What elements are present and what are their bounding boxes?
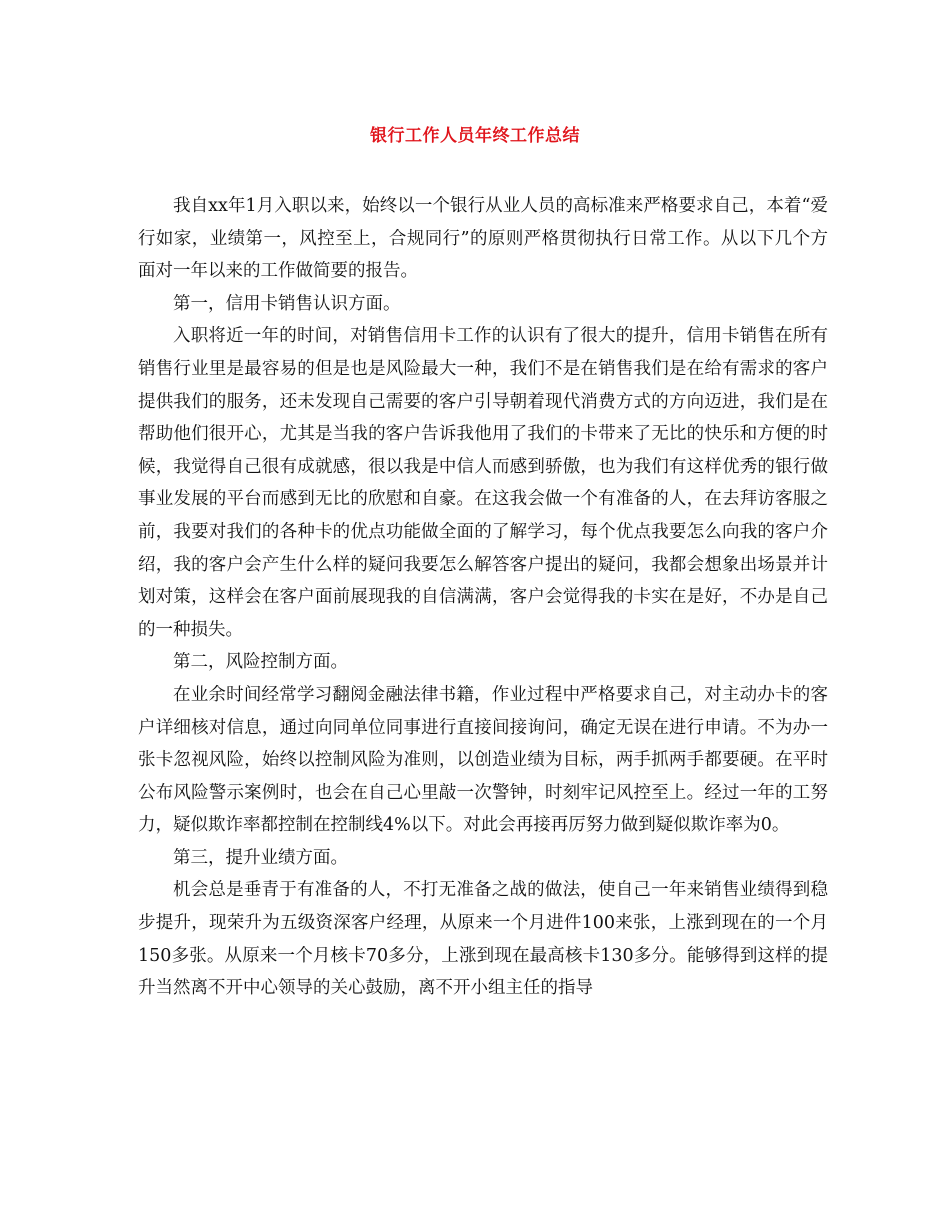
section-heading-credit-card-sales: 第一，信用卡销售认识方面。: [173, 293, 401, 314]
document-title: 银行工作人员年终工作总结: [370, 126, 580, 146]
paragraph-risk-control: 在业余时间经常学习翻阅金融法律书籍，作业过程中严格要求自己，对主动办卡的客户详细核对信息，通过向同单位同事进行直接间接询问，确定无误在进行申请。不为办一张卡忽视风险，始终以控制风险为准则，以创造业绩为目标，两手抓两手都要硬。在平时公布风险警示案例时，也会在自己心里敲一次警钟，时刻牢记风控至上。经过一年的工努力，疑似欺诈率都控制在控制线4%以下。对此会再接再厉努力做到疑似欺诈率为0。: [138, 684, 828, 836]
section-heading-risk-control: 第二，风险控制方面。: [173, 652, 348, 673]
section-heading-performance: 第三，提升业绩方面。: [173, 847, 348, 868]
paragraph-performance: 机会总是垂青于有准备的人，不打无准备之战的做法，使自己一年来销售业绩得到稳步提升，现荣升为五级资深客户经理，从原来一个月进件100来张，上涨到现在的一个月150多张。从原来一个月核卡70多分，上涨到现在最高核卡130多分。能够得到这样的提升当然离不开中心领导的关心鼓励，离不开小组主任的指导: [138, 880, 828, 999]
paragraph-intro: 我自xx年1月入职以来，始终以一个银行从业人员的高标准来严格要求自己，本着“爱行如家，业绩第一，风控至上，合规同行”的原则严格贯彻执行日常工作。从以下几个方面对一年以来的工作做简要的报告。: [138, 196, 828, 282]
document-body: [138, 190, 828, 1005]
paragraph-credit-card-sales: 入职将近一年的时间，对销售信用卡工作的认识有了很大的提升，信用卡销售在所有销售行业里是最容易的但是也是风险最大一种，我们不是在销售我们是在给有需求的客户提供我们的服务，还未发现自己需要的客户引导朝着现代消费方式的方向迈进，我们是在帮助他们很开心，尤其是当我的客户告诉我他用了我们的卡带来了无比的快乐和方便的时候，我觉得自己很有成就感，很以我是中信人而感到骄傲，也为我们有这样优秀的银行做事业发展的平台而感到无比的欣慰和自豪。在这我会做一个有准备的人，在去拜访客服之前，我要对我们的各种卡的优点功能做全面的了解学习，每个优点我要怎么向我的客户介绍，我的客户会产生什么样的疑问我要怎么解答客户提出的疑问，我都会想象出场景并计划对策，这样会在客户面前展现我的自信满满，客户会觉得我的卡实在是好，不办是自己的一种损失。: [138, 326, 828, 640]
